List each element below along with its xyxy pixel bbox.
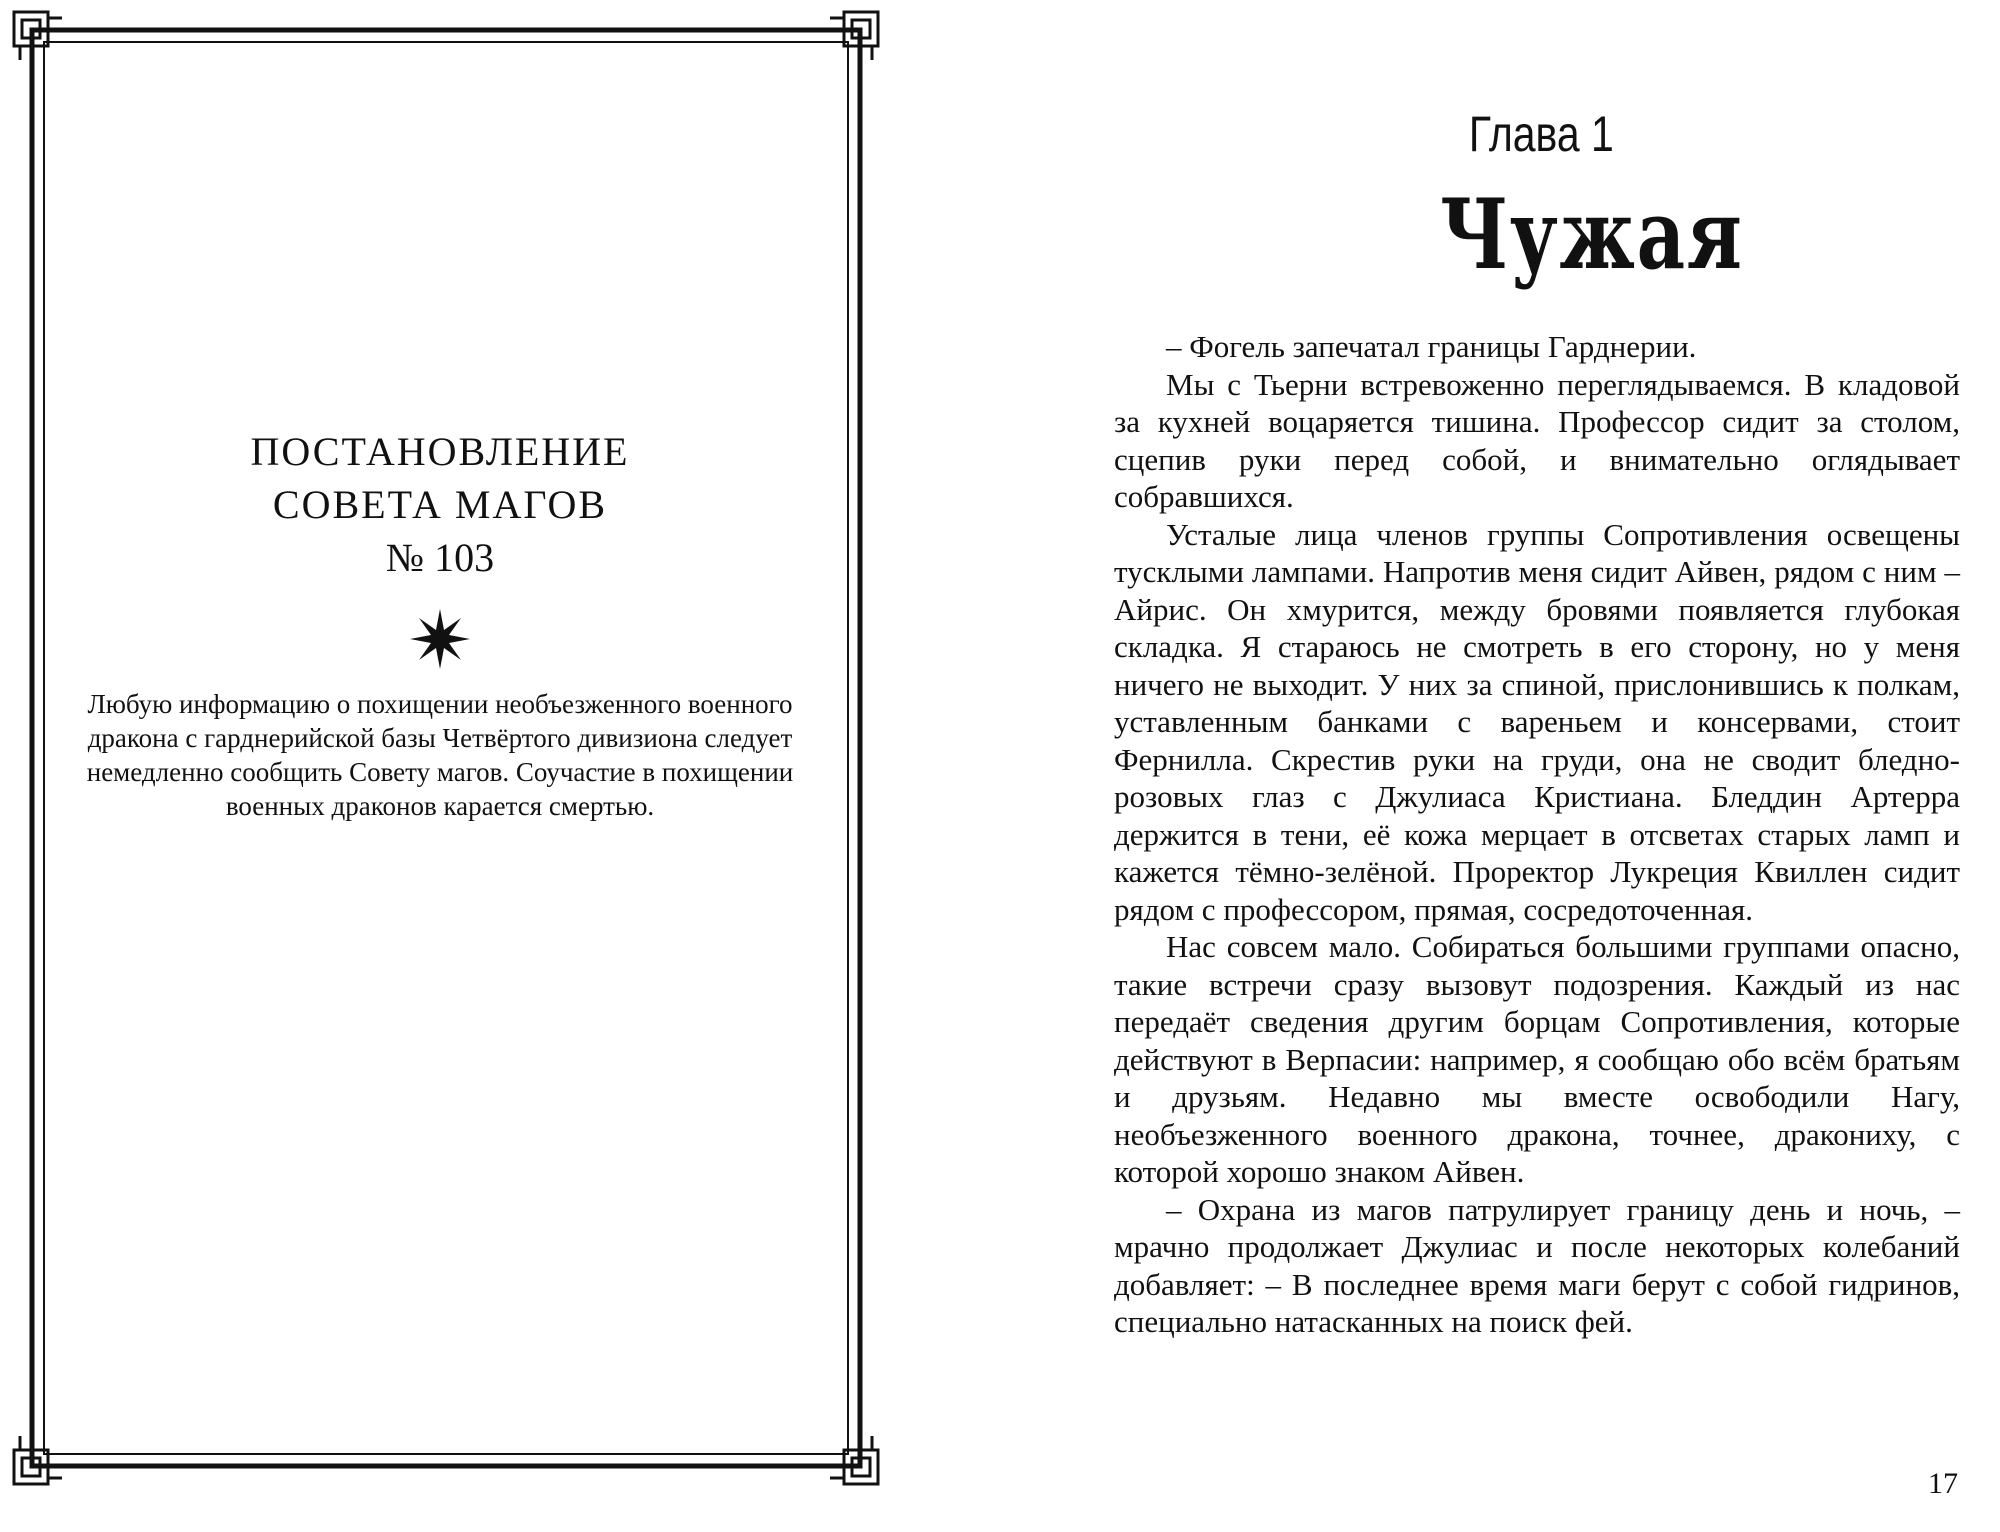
chapter-body bbox=[1114, 328, 1960, 1341]
decree-text: Любую информацию о похищении необъезженного военного дракона с гарднерийской базы Четвёртого дивизиона следует немедленно сообщить Совету магов. Соучастие в похищении военных драконов карается смертью. bbox=[86, 689, 794, 821]
paragraph: Усталые лица членов группы Сопротивления освещены тусклыми лампами. Напротив меня сидит Айвен, рядом с ним – Айрис. Он хмурится, между бровями появляется глубокая складка. Я стараюсь не смотреть в его сторону, но у меня ничего не выходит. У них за спиной, прислонившись к полкам, уставленным банками с вареньем и консервами, стоит Фернилла. Скрестив руки на груди, она не сводит бледно-розовых глаз с Джулиаса Кристиана. Бледдин Артерра держится в тени, её кожа мерцает в отсветах старых ламп и кажется тёмно-зелёной. Проректор Лукреция Квиллен сидит рядом с профессором, прямая, сосредоточенная. bbox=[1114, 516, 1960, 927]
corner-ornament-top-right bbox=[830, 12, 878, 60]
corner-ornament-top-left bbox=[14, 12, 62, 60]
corner-ornament-bottom-left bbox=[14, 1436, 62, 1484]
paragraph: Мы с Тьерни встревоженно переглядываемся. В кладовой за кухней воцаряется тишина. Профессор сидит за столом, сцепив руки перед собой, и внимательно оглядывает собравшихся. bbox=[1114, 366, 1960, 514]
chapter-title: Чужая bbox=[1440, 178, 1744, 291]
decree-title-line-1: ПОСТАНОВЛЕНИЕ bbox=[250, 429, 630, 474]
council-decree bbox=[40, 425, 840, 823]
paragraph: – Охрана из магов патрулирует границу день и ночь, – мрачно продолжает Джулиас и после некоторых колебаний добавляет: – В последнее время маги берут с собой гидринов, специально натасканных на поиск фей. bbox=[1114, 1191, 1960, 1339]
corner-ornament-bottom-right bbox=[830, 1436, 878, 1484]
chapter-label: Глава 1 bbox=[1468, 106, 1614, 162]
eight-point-star-icon bbox=[408, 607, 472, 671]
paragraph: Нас совсем мало. Собираться большими группами опасно, такие встречи сразу вызовут подозрения. Каждый из нас передаёт сведения другим борцам Сопротивления, которые действуют в Верпасии: например, я сообщаю обо всём братьям и друзьям. Недавно мы вместе освободили Нагу, необъезженного военного дракона, точнее, дракониху, с которой хорошо знаком Айвен. bbox=[1114, 929, 1960, 1189]
decree-number: № 103 bbox=[385, 535, 495, 580]
paragraph: – Фогель запечатал границы Гарднерии. bbox=[1166, 329, 1697, 364]
page-number: 17 bbox=[1928, 1467, 1958, 1500]
decree-title-line-2: СОВЕТА МАГОВ bbox=[272, 482, 608, 527]
